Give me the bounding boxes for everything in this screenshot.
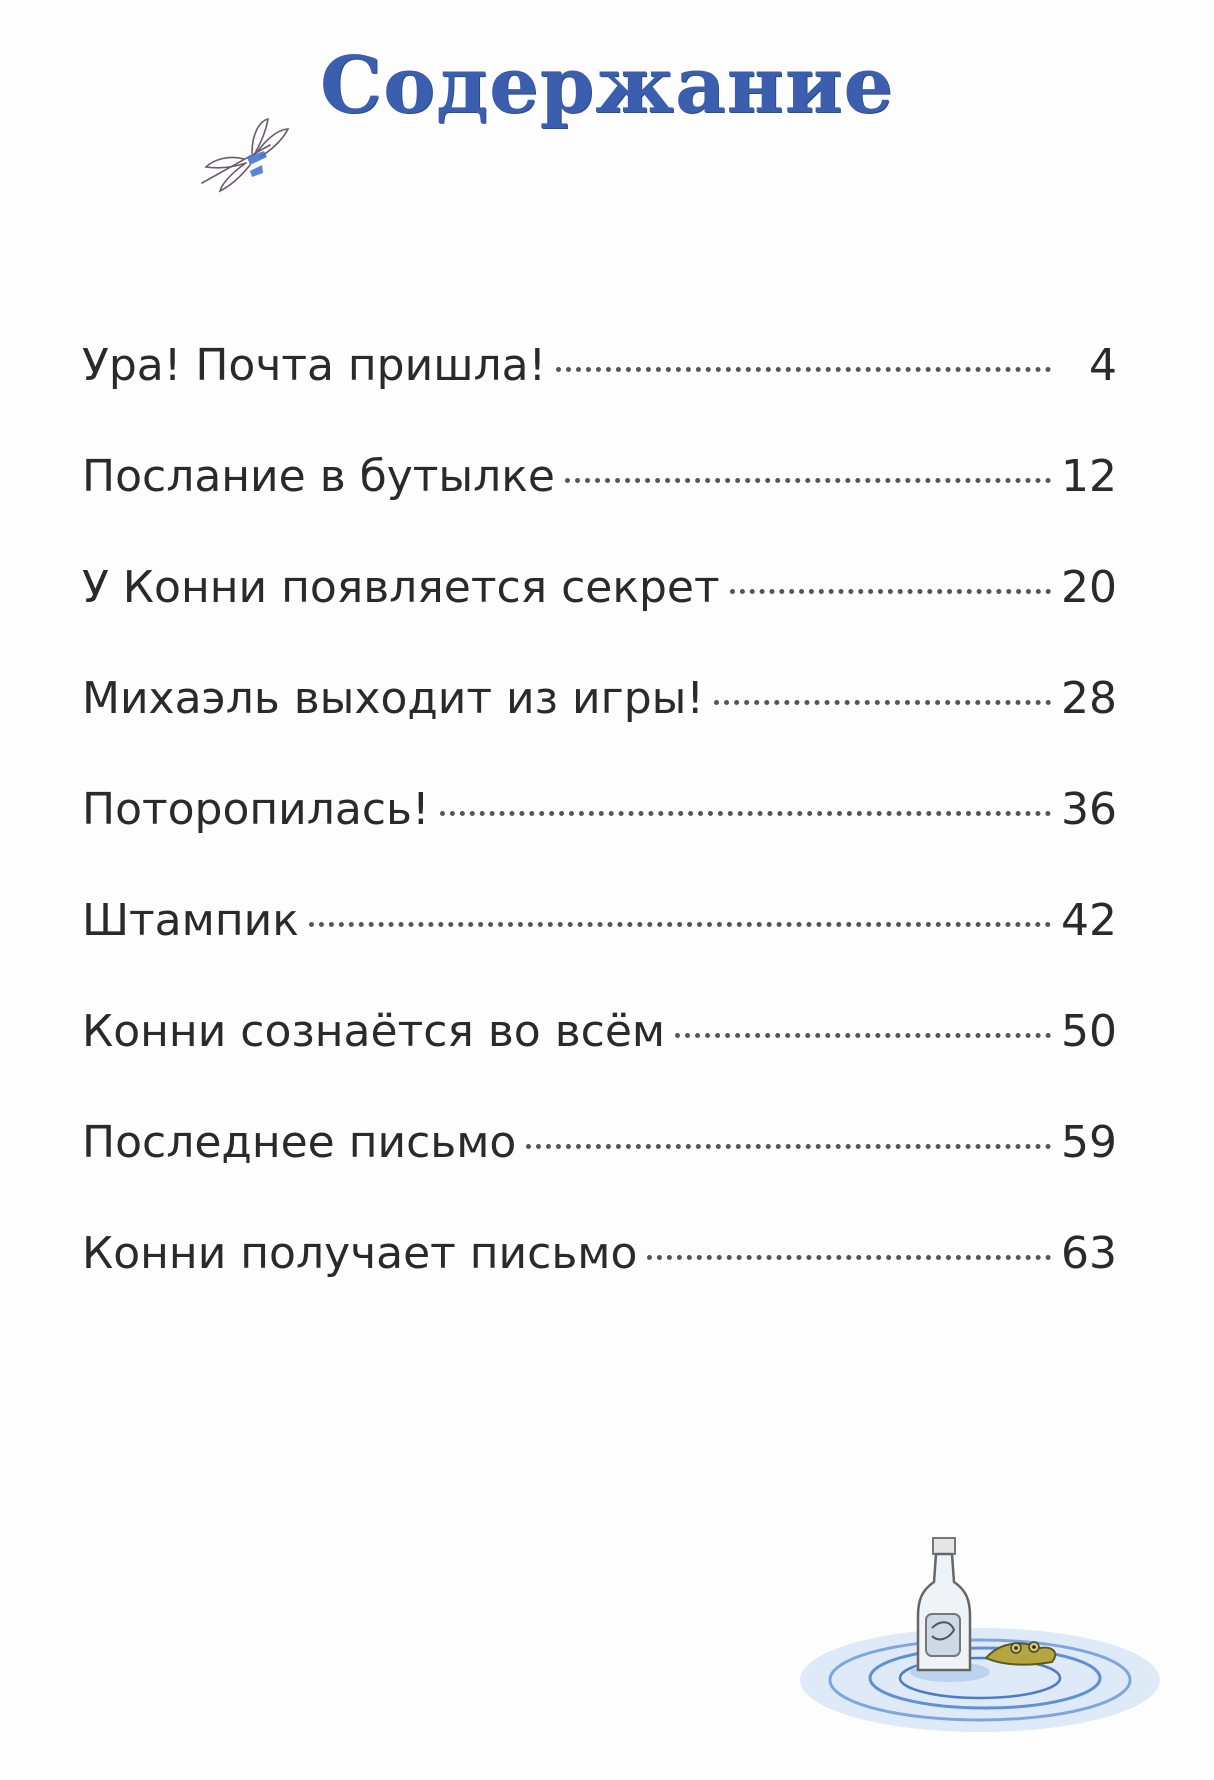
toc-entry bbox=[82, 1228, 1117, 1339]
toc-entry-page: 42 bbox=[1061, 895, 1117, 946]
toc-entry-title: Послание в бутылке bbox=[82, 451, 555, 502]
toc-leader-dots bbox=[565, 478, 1051, 483]
toc-leader-dots bbox=[440, 811, 1051, 816]
toc-entry-title: Конни сознаётся во всём bbox=[82, 1006, 666, 1057]
toc-entry-page: 20 bbox=[1061, 562, 1117, 613]
toc-entry-page: 59 bbox=[1061, 1117, 1117, 1168]
toc-leader-dots bbox=[647, 1255, 1051, 1260]
toc-entry bbox=[82, 895, 1117, 1006]
toc-entry-page: 50 bbox=[1061, 1006, 1117, 1057]
toc-leader-dots bbox=[526, 1144, 1051, 1149]
toc-entry-title: Конни получает письмо bbox=[82, 1228, 638, 1279]
toc-entry bbox=[82, 451, 1117, 562]
toc-leader-dots bbox=[309, 922, 1051, 927]
toc-leader-dots bbox=[675, 1033, 1051, 1038]
toc-entry-page: 28 bbox=[1061, 673, 1117, 724]
toc-entry bbox=[82, 1006, 1117, 1117]
bottle-icon bbox=[918, 1538, 970, 1670]
toc-entry bbox=[82, 673, 1117, 784]
toc-entry-title: Поторопилась! bbox=[82, 784, 430, 835]
toc-entry-page: 4 bbox=[1089, 340, 1117, 391]
toc-entry bbox=[82, 1117, 1117, 1228]
toc-entry-page: 36 bbox=[1061, 784, 1117, 835]
table-of-contents bbox=[82, 340, 1117, 1339]
toc-entry-page: 63 bbox=[1061, 1228, 1117, 1279]
toc-entry-title: Ура! Почта пришла! bbox=[82, 340, 547, 391]
dragonfly-icon bbox=[192, 115, 292, 205]
water-ripple-icon bbox=[800, 1628, 1160, 1732]
toc-entry-title: Штампик bbox=[82, 895, 299, 946]
toc-entry-title: Михаэль выходит из игры! bbox=[82, 673, 705, 724]
bottle-in-water-illustration bbox=[790, 1520, 1170, 1750]
toc-entry bbox=[82, 784, 1117, 895]
toc-leader-dots bbox=[714, 700, 1051, 705]
page-title: Содержание bbox=[319, 40, 895, 131]
toc-entry-title: Последнее письмо bbox=[82, 1117, 517, 1168]
toc-entry-title: У Конни появляется секрет bbox=[82, 562, 720, 613]
toc-entry-page: 12 bbox=[1061, 451, 1117, 502]
toc-entry bbox=[82, 562, 1117, 673]
toc-leader-dots bbox=[556, 367, 1051, 372]
toc-entry bbox=[82, 340, 1117, 451]
toc-leader-dots bbox=[730, 589, 1051, 594]
